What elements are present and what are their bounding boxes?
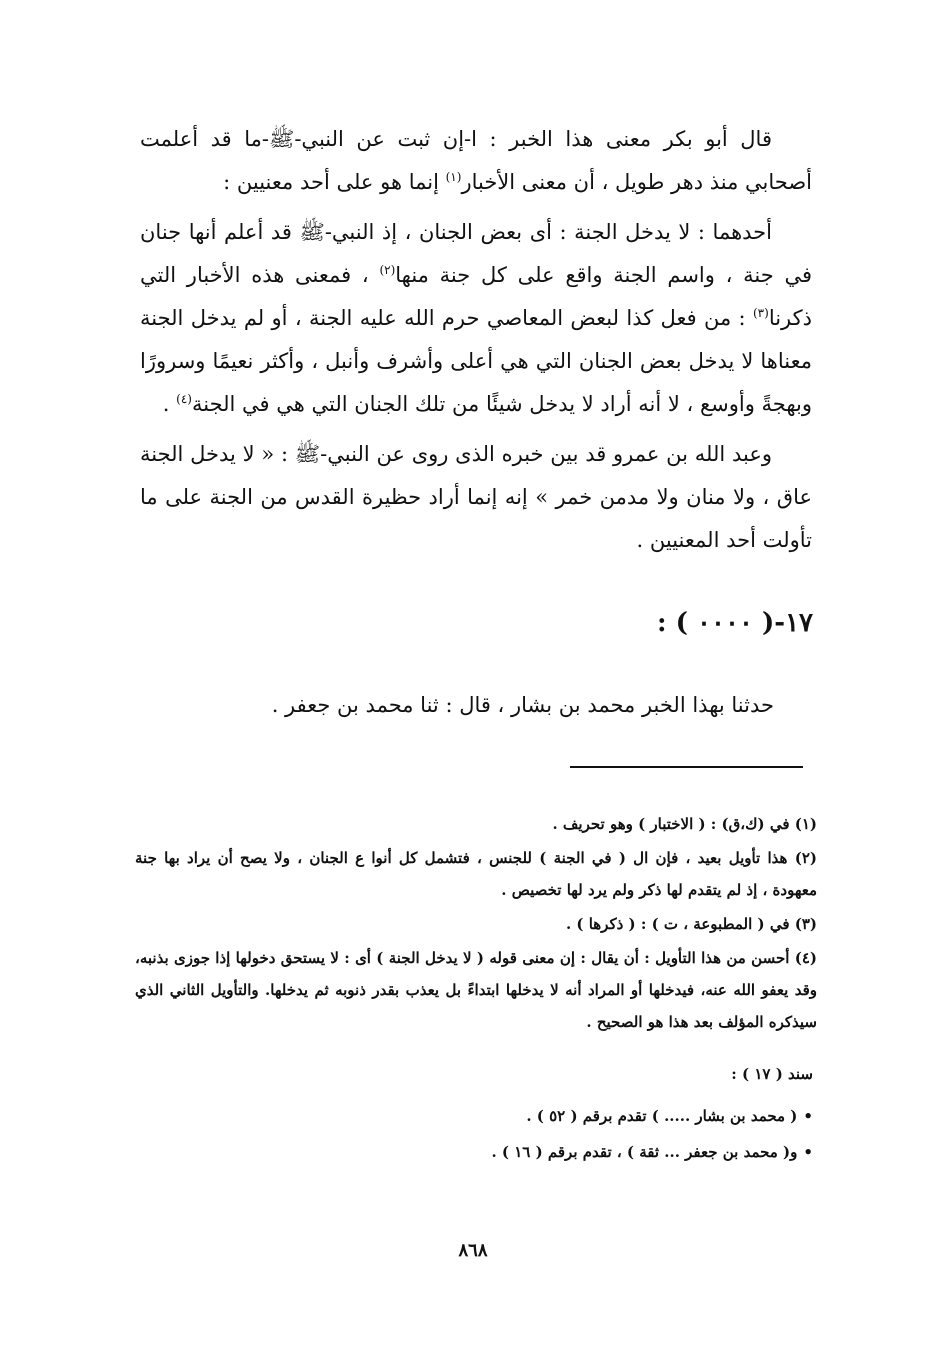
sanad-block: [131, 1056, 813, 1170]
isnad-line: حدثنا بهذا الخبر محمد بن بشار ، قال : ثنا محمد بن جعفر .: [271, 693, 774, 717]
paragraph-1-end: إنما هو على أحد معنيين :: [223, 170, 446, 194]
paragraph-1-text: قال أبو بكر معنى هذا الخبر : ا-إن ثبت عن النبي-ﷺ-ما قد أعلمت أصحابي منذ دهر طويل ، أن معنى الأخبار: [140, 127, 812, 194]
footnote-3: (٣) في ( المطبوعة ، ت ) : ( ذكرها ) .: [565, 915, 817, 933]
footnote-marker-1: (١): [445, 170, 462, 184]
sanad-item-2-text: و( محمد بن جعفر ... ثقة ) ، تقدم برقم ( ١٦ ) .: [491, 1143, 798, 1161]
sanad-item-1-text: ( محمد بن بشار ..... ) تقدم برقم ( ٥٢ ) .: [526, 1107, 798, 1125]
paragraph-1: [140, 118, 812, 204]
page-number: ٨٦٨: [458, 1240, 488, 1261]
footnote-1: (١) في (ك،ق) : ( الاختبار ) وهو تحريف .: [552, 815, 817, 833]
footnote-marker-2: (٢): [379, 263, 396, 277]
bullet-icon: •: [803, 1143, 813, 1161]
paragraph-3-text: وعبد الله بن عمرو قد بين خبره الذى روى عن النبي-ﷺ : « لا يدخل الجنة عاق ، ولا منان ولا مدمن خمر » إنه إنما أراد حظيرة القدس من الجنة على ما تأولت أحد المعنيين .: [140, 442, 812, 552]
paragraph-3: [140, 433, 812, 562]
footnote-4: (٤) أحسن من هذا التأويل : أن يقال : إن معنى قوله ( لا يدخل الجنة ) أى : لا يستحق دخولها إذا جوزى بذنبه، وقد يعفو الله عنه، فيدخلها أو المراد أنه لا يدخلها ابتداءً بل يعذب بقدر ذنوبه ثم يدخلها. والتأويل الثاني الذي سيذكره المؤلف بعد هذا هو الصحيح .: [135, 949, 817, 1031]
footnote-separator: [570, 766, 803, 768]
paragraph-2-text-a: أحدهما : لا يدخل الجنة : أى بعض الجنان ، إذ النبي-ﷺ قد أعلم أنها جنان في جنة ، واسم الجنة واقع على كل جنة منها: [140, 220, 812, 287]
bullet-icon: •: [803, 1107, 813, 1125]
footnote-2: (٢) هذا تأويل بعيد ، فإن ال ( في الجنة ) للجنس ، فتشمل كل أنوا ع الجنان ، ولا يصح أن يراد بها جنة معهودة ، إذ لم يتقدم لها ذكر ولم يرد لها تخصيص .: [135, 849, 817, 899]
paragraph-2-end: .: [162, 392, 177, 416]
footnote-marker-3: (٣): [752, 306, 769, 320]
sanad-item-2: [131, 1134, 813, 1170]
paragraph-2: [140, 211, 812, 426]
sanad-heading: سند ( ١٧ ) :: [731, 1065, 813, 1083]
paragraph-2-text-c: : من فعل كذا لبعض المعاصي حرم الله عليه الجنة ، أو لم يدخل الجنة معناها لا يدخل بعض الجنان التي هي أعلى وأشرف وأنبل ، وأكثر نعيمًا وسرورًا وبهجةً وأوسع ، لا أنه أراد لا يدخل شيئًا من تلك الجنان التي هي في الجنة: [140, 306, 812, 416]
footnote-marker-4: (٤): [176, 392, 192, 406]
hadith-number-heading: ١٧-( ٠٠٠٠ ) :: [657, 608, 813, 638]
paragraph-2-text-b: ، فمعنى هذه الأخبار التي ذكرنا: [140, 263, 812, 330]
main-text-block: [140, 118, 812, 569]
footnotes-block: [135, 808, 817, 1040]
sanad-item-1: [131, 1098, 813, 1134]
